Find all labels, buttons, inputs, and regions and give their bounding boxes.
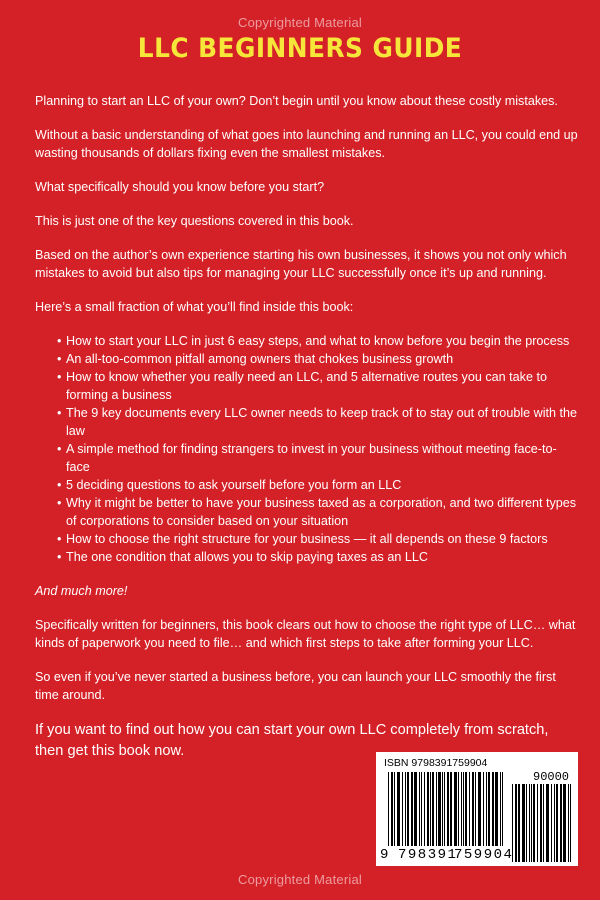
barcode-bar [427,772,429,846]
barcode-bar [391,772,393,846]
barcode-bar [495,772,498,846]
isbn-label: ISBN 9798391759904 [384,757,488,769]
list-item: • A simple method for finding strangers to invest in your business without meeting face-to-face [57,440,580,476]
barcode-bar [407,772,409,846]
barcode-bar [463,772,464,846]
list-item: • The 9 key documents every LLC owner needs to keep track of to stay out of trouble with the law [57,404,580,440]
paragraph: Planning to start an LLC of your own? Don’t begin until you know about these costly mistakes. [35,94,558,108]
barcode-bar [402,772,403,846]
barcode-bar [421,772,422,846]
barcode-bar [424,772,425,846]
barcode-bar [546,784,549,862]
barcode-bar [430,772,431,846]
back-cover-description [35,92,580,778]
barcode-bar [436,772,437,846]
isbn-barcode [376,752,578,866]
barcode-bar [483,772,484,846]
barcode-bar [568,784,569,862]
barcode-bar [411,772,413,846]
barcode-bar [560,784,562,862]
barcode-bar [444,772,445,846]
barcode-bar [447,772,449,846]
list-item: • 5 deciding questions to ask yourself before you form an LLC [57,476,580,494]
feature-list [35,332,580,566]
barcode-bar [472,772,474,846]
barcode-bar [537,784,538,862]
barcode-bar [533,784,535,862]
paragraph: This is just one of the key questions covered in this book. [35,214,354,228]
paragraph: So even if you’ve never started a business before, you can launch your LLC smoothly the first time around. [35,670,556,702]
paragraph: Based on the author’s own experience starting his own businesses, it shows you not only which mistakes to avoid but also tips for managing your LLC successfully once it’s up and running. [35,248,567,280]
barcode-bar [488,772,490,846]
barcode-bar [414,772,417,846]
list-item: • How to start your LLC in just 6 easy steps, and what to know before you begin the process [57,332,580,350]
price-code: 90000 [533,770,570,784]
barcode-bar [469,772,470,846]
barcode-bar [465,772,467,846]
barcode-bar [522,784,525,862]
barcode-bar [450,772,452,846]
barcode-bar [475,772,476,846]
and-much-more-text: And much more! [35,584,128,598]
barcode-bar [454,772,457,846]
barcode-bar [394,772,395,846]
paragraph: Here’s a small fraction of what you’ll find inside this book: [35,300,354,314]
barcode-bar [442,772,443,846]
barcode-bar [556,784,558,862]
barcode-digit-first: 9 [380,847,390,863]
barcode-bar [438,772,441,846]
barcode-bar [543,784,544,862]
barcode-bar [397,772,400,846]
list-item: • The one condition that allows you to skip paying taxes as an LLC [57,548,580,566]
copyright-watermark-top: Copyrighted Material [238,15,362,30]
book-title: LLC BEGINNERS GUIDE [137,33,463,64]
barcode-bar [531,784,532,862]
call-to-action: If you want to find out how you can start your own LLC completely from scratch, then get this book now. [35,722,549,759]
barcode-bar [563,784,566,862]
barcode-bar [540,784,542,862]
barcode-bar [526,784,527,862]
barcode-digits-left: 798391 [398,847,458,863]
barcode-bar [570,784,571,862]
copyright-watermark-bottom: Copyrighted Material [238,872,362,887]
barcode-bar [500,772,501,846]
barcode-bar [554,784,555,862]
paragraph: Without a basic understanding of what goes into launching and running an LLC, you could end up wasting thousands of dollars fixing even the smallest mistakes. [35,128,578,160]
list-item: • An all-too-common pitfall among owners that chokes business growth [57,350,580,368]
list-item: • How to know whether you really need an LLC, and 5 alternative routes you can take to forming a business [57,368,580,404]
barcode-bar [432,772,434,846]
paragraph: What specifically should you know before you start? [35,180,325,194]
barcode-bar [461,772,462,846]
barcode-bar [405,772,406,846]
list-item: • Why it might be better to have your business taxed as a corporation, and two different types of corporations to consider based on your situation [57,494,580,530]
barcode-bar [486,772,487,846]
barcode-bar [419,772,420,846]
list-item: • How to choose the right structure for your business — it all depends on these 9 factors [57,530,580,548]
barcode-bar [492,772,494,846]
barcode-digits-right: 759904 [454,847,514,863]
barcode-bar [515,784,517,862]
barcode-bar [502,772,503,846]
barcode-bar [518,784,520,862]
paragraph: Specifically written for beginners, this book clears out how to choose the right type of LLC… what kinds of paperwork you need to file… and which first steps to take after forming your LLC. [35,618,576,650]
barcode-bar [458,772,459,846]
barcode-bar [551,784,552,862]
barcode-bar [478,772,481,846]
barcode-bar [388,772,389,846]
barcode-bar [529,784,530,862]
